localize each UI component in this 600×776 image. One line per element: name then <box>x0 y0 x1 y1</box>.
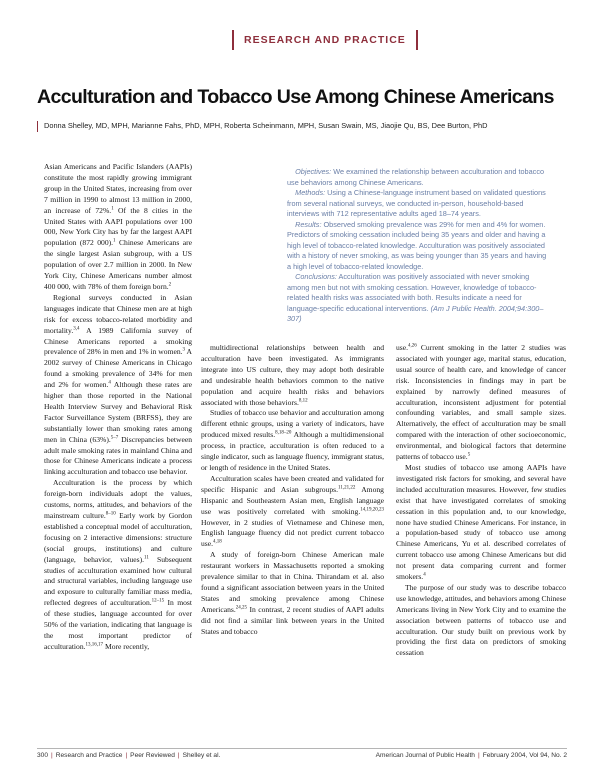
body-paragraph <box>201 550 384 637</box>
author-list: Donna Shelley, MD, MPH, Marianne Fahs, PhD, MPH, Roberta Scheinmann, MPH, Susan Swain, MS, Jiaojie Qu, BS, Dee Burton, PhD <box>44 121 488 130</box>
conclusions-text: Acculturation was positively associated with never smoking among men but not with smoking cessation. However, knowledge of tobacco-related health risks was associated with both. Results indicate a need for language-specific educational interventions. <box>287 272 537 313</box>
citation-superscript: 8,12 <box>298 398 308 403</box>
footer-section: Research and Practice <box>55 752 123 759</box>
paragraph-text: A 1989 California survey of Chinese Americans reported a smoking prevalence of 28% in men and 1% in women. <box>44 325 192 357</box>
body-paragraph <box>201 343 384 408</box>
citation-superscript: 5 <box>467 452 471 458</box>
methods-label: Methods: <box>295 188 326 197</box>
article-title: Acculturation and Tobacco Use Among Chinese Americans <box>37 86 554 108</box>
section-bar-left <box>232 30 234 50</box>
abstract <box>287 167 549 325</box>
objectives-text: We examined the relationship between acculturation and tobacco use behaviors among Chinese Americans. <box>287 167 545 187</box>
body-paragraph <box>44 162 192 293</box>
section-header <box>222 28 428 52</box>
citation-superscript: 1 <box>111 206 114 212</box>
paragraph-text: Current smoking in the latter 2 studies was associated with younger age, marital status, education, usual source of health care, and knowledge of cancer risk. Inconsistencies in findings may in part be explained by narrowly defined measures of acculturation, inconsistent adjustment for potential confounding variables, and small sample sizes. Alternatively, the effect of acculturation may be small compared with the interaction of other socioeconomic, environmental, and biological factors that determine patterns of tobacco use. <box>396 343 566 462</box>
page-footer <box>37 752 577 764</box>
citation-superscript: 4,26 <box>408 343 417 349</box>
citation-superscript: 5–7 <box>110 435 119 441</box>
abstract-methods <box>287 188 549 220</box>
footer-review: Peer Reviewed <box>130 752 175 759</box>
citation-superscript: 8–10 <box>105 511 116 517</box>
citation-superscript: 11,21,22 <box>338 485 356 491</box>
body-paragraph <box>44 478 192 653</box>
abstract-results <box>287 220 549 273</box>
paragraph-text: However, in 2 studies of Vietnamese and Chinese men, English language fluency did not predict current tobacco use. <box>201 517 384 549</box>
body-paragraph <box>44 293 192 478</box>
paragraph-text: Although these rates are higher than those reported in the National Health Interview Survey and Behavioral Risk Factor Surveillance System (BRFSS), they are substantially lower than smoking rates among men in China (63%). <box>44 380 192 444</box>
paragraph-text: Discrepancies between adult male smoking rates in mainland China and those for Chinese Americans indicate a process linking acculturation and tobacco use behavior. <box>44 434 192 477</box>
footer-left: 300 | Research and Practice | Peer Reviewed | Shelley et al. <box>37 752 221 759</box>
paragraph-text: multidirectional relationships between health and acculturation have been investigated. As immigrants integrate into US culture, they may adopt both desirable and undesirable health behaviors common to the native population and acquire health risks and behaviors associated with those behaviors. <box>201 343 384 407</box>
objectives-label: Objectives: <box>295 167 332 176</box>
paragraph-text: The purpose of our study was to describe tobacco use knowledge, attitudes, and behaviors among Chinese Americans living in New York City and to examine the association between patterns of tobacco use and acculturation. Our study built on previous work by providing the first data on predictors of smoking cessation <box>396 582 566 658</box>
footer-issue: February 2004, Vol 94, No. 2 <box>482 752 567 759</box>
body-paragraph <box>396 583 566 659</box>
abstract-citation: (Am J Public Health. 2004;94:300–307) <box>287 303 544 323</box>
paragraph-text: In most of these studies, language accounted for over 50% of the variation, indicating that language is the most important predictor of acculturation. <box>44 598 192 651</box>
body-column-1 <box>44 162 192 653</box>
body-paragraph <box>396 463 566 583</box>
paragraph-text: Regional surveys conducted in Asian languages indicate that Chinese men are at high risk for excess tobacco-related morbidity and mortality. <box>44 292 192 335</box>
paragraph-text: Subsequent studies of acculturation examined how cultural and structural variables, including language use and exposure to culturally familiar mass media, reflected degrees of acculturation. <box>44 554 192 608</box>
citation-superscript: 4 <box>108 380 111 386</box>
citation-superscript: 12–15 <box>151 598 165 604</box>
citation-superscript: 1 <box>113 238 116 244</box>
footer-author: Shelley et al. <box>182 752 221 759</box>
paragraph-text: Acculturation scales have been created and validated for specific Hispanic and Asian subgroups. <box>201 473 384 494</box>
paragraph-text: Studies of tobacco use behavior and acculturation among different ethnic groups, using a variety of indicators, have produced mixed results. <box>201 408 384 440</box>
footer-rule <box>37 748 567 749</box>
section-bar-right <box>416 30 418 50</box>
paragraph-text: Early work by Gordon established a conceptual model of acculturation, focusing on 2 interactive dimensions: structure (social groups, institutions) and culture (language, behavior, values). <box>44 511 192 564</box>
page-number: 300 <box>37 752 49 759</box>
citation-superscript: 3 <box>182 347 186 353</box>
body-column-2 <box>201 343 384 637</box>
paragraph-text: Although a multidimensional process, in practice, acculturation is often reduced to a single indicator, such as language fluency, immigrant status, or length of residence in the United States. <box>201 430 384 472</box>
body-paragraph <box>201 474 384 550</box>
footer-right: American Journal of Public Health | February 2004, Vol 94, No. 2 <box>375 752 567 759</box>
footer-journal: American Journal of Public Health <box>375 752 475 759</box>
body-column-3 <box>396 343 566 659</box>
abstract-objectives <box>287 167 549 188</box>
results-text: Observed smoking prevalence was 29% for men and 4% for women. Predictors of smoking cessation included being 35 years and older and having a high level of tobacco-related knowledge. Acculturation was positively associated with a history of never smoking, as was being younger than 35 years and having a high level of tobacco-related knowledge. <box>287 219 547 271</box>
paragraph-text: A 2002 survey of Chinese Americans in Chicago found a smoking prevalence of 34% for men and 2% for women. <box>44 347 193 390</box>
paragraph-text: Among Hispanic and Southeastern Asian men, English language use was positively correlated with smoking. <box>201 484 384 516</box>
citation-superscript: 24,25 <box>235 605 248 611</box>
results-label: Results: <box>295 219 322 229</box>
paragraph-text: Asian Americans and Pacific Islanders (AAPIs) constitute the most rapidly growing immigrant group in the United States, increasing from over 7 million in 1990 to almost 13 million in 2000, an increase of 72%. <box>44 162 192 215</box>
abstract-conclusions <box>287 272 549 325</box>
body-paragraph <box>396 343 566 463</box>
methods-text: Using a Chinese-language instrument based on validated questions from several national surveys, we conducted in-person, household-based interviews with 712 representative adults aged 18–74 years. <box>287 188 546 218</box>
conclusions-label: Conclusions: <box>295 272 337 281</box>
paragraph-text: A study of foreign-born Chinese American male restaurant workers in Massachusetts reported a smoking prevalence similar to that in China. Thirandam et al. also found a significant association between years in the United States and smoking prevalence among Chinese Americans. <box>201 550 384 614</box>
citation-superscript: 8,18–20 <box>275 430 292 436</box>
paragraph-text: Of the 8 cities in the United States with AAPI populations over 100 000, New York City has by far the largest AAPI population (872 000). <box>44 205 192 248</box>
citation-superscript: 4,18 <box>213 539 222 545</box>
paragraph-text: Most studies of tobacco use among AAPIs have investigated risk factors for smoking, and several have included acculturation measures. However, few studies exist that have investigated correlates of smoking cessation in this population and, to our knowledge, none have studied Chinese Americans. For instance, in a population-based study of tobacco use among Chinese Americans, Yu et al. described correlates of current tobacco use among Chinese Americans but did not present data comparing current and former smokers. <box>396 462 566 582</box>
paragraph-text: use. <box>396 343 409 352</box>
authors-bar <box>37 121 38 132</box>
citation-superscript: 3,4 <box>73 326 80 332</box>
citation-superscript: 2 <box>168 282 172 288</box>
body-paragraph <box>201 408 384 473</box>
citation-superscript: 13,16,17 <box>85 642 104 648</box>
section-label: RESEARCH AND PRACTICE <box>244 34 406 46</box>
citation-superscript: 14,19,20,23 <box>360 507 384 513</box>
paragraph-text: More recently, <box>103 641 150 651</box>
citation-superscript: 11 <box>144 555 149 561</box>
paragraph-text: In contrast, 2 recent studies of AAPI adults did not find a similar link between years in the United States and tobacco <box>201 604 384 636</box>
paragraph-text: Acculturation is the process by which foreign-born individuals adopt the values, customs, norms, attitudes, and behaviors of the mainstream culture. <box>44 478 192 520</box>
citation-superscript: 4 <box>423 572 426 578</box>
paragraph-text: Chinese Americans are the single largest Asian subgroup, with a US population of over 2.7 million in 2000. In New York City, Chinese Americans number almost 400 000, with 78% of them foreign born. <box>44 238 192 291</box>
